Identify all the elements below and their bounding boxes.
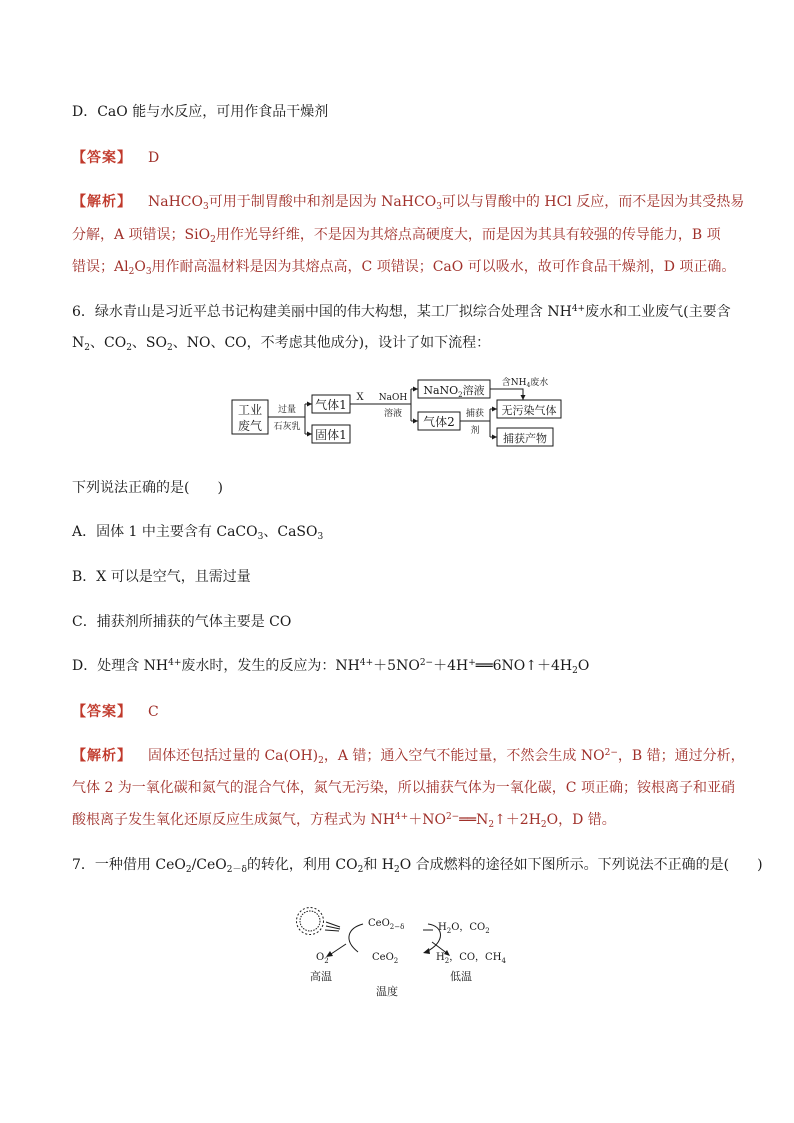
- products-label: $H_2$，CO，$CH_4$: [436, 952, 506, 965]
- gas1-label: 气体1: [315, 398, 347, 412]
- low-temp-label: 低温: [450, 970, 472, 983]
- naoh-label-1: NaOH: [378, 393, 408, 403]
- answer-tag: 【答案】: [72, 150, 132, 166]
- q6-option-d: D．处理含 $NH^{4+}$废水时，发生的反应为：$NH^{4+}+5NO^{2-}+4H^+══6NO↑+4H_2O$: [72, 658, 590, 676]
- analysis-text: 固体还包括过量的 $Ca(OH)_2$，A 错；通入空气不能过量，不然会生成 $NO^{2-}$，B 错；通过分析，: [148, 748, 745, 766]
- q6-question: 下列说法正确的是( ): [72, 480, 223, 496]
- q7-stem: 7．一种借用 CeO$_2$/CeO$_{2-\delta}$的转化，利用 $CO_2$和 $H_2O$ 合成燃料的途径如下图所示。下列说法不正确的是( ): [72, 857, 763, 875]
- q6-analysis-line-3: 酸根离子发生氧化还原反应生成氮气，方程式为 $NH^{4+}+NO^{2-}══N_2↑+2H_2O$，D 错。: [72, 812, 616, 830]
- left-cycle-arrow: [328, 924, 363, 956]
- industrial-gas-label-2: 废气: [237, 419, 263, 433]
- answer-value: D: [148, 150, 160, 166]
- q6-stem-line-2: $N_2$、$CO_2$、$SO_2$、NO、CO，不考虑其他成分)，设计了如下流程：: [72, 335, 491, 353]
- analysis-text: NaHCO$_3$可用于制胃酸中和剂是因为 NaHCO$_3$可以与胃酸中的 HCl 反应，而不是因为其受热易: [148, 194, 745, 212]
- q5-analysis-line-3: 错误；$Al_2O_3$用作耐高温材料是因为其熔点高，C 项错误；CaO 可以吸水，故可作食品干燥剂，D 项正确。: [72, 259, 736, 277]
- q6-option-a: A．固体 1 中主要含有 CaCO$_3$、CaSO$_3$: [72, 524, 324, 542]
- h2o-co2-label: $H_2O$，$CO_2$: [438, 922, 490, 935]
- lime-milk-label: 石灰乳: [273, 422, 301, 432]
- pollution-free-label: 无污染气体: [501, 404, 557, 417]
- industrial-gas-label-1: 工业: [237, 403, 263, 417]
- naoh-label-2: 溶液: [383, 409, 403, 419]
- temperature-label: 温度: [376, 985, 398, 998]
- q6-option-c: C．捕获剂所捕获的气体主要是 CO: [72, 614, 292, 630]
- nano2-label: NaNO$_2$溶液: [423, 384, 485, 399]
- nh4-waste-label: 含$NH_4$废水: [501, 378, 549, 389]
- q5-analysis-line-2: 分解，A 项错误；SiO$_2$用作光导纤维，不是因为其熔点高硬度大，而是因为其具有较强的传导能力，B 项: [72, 227, 721, 245]
- q6-option-b: B．X 可以是空气，且需过量: [72, 569, 251, 585]
- sun-icon: [297, 908, 341, 935]
- q5-analysis-line-1: [72, 192, 744, 212]
- ceo2-label: CeO$_2$: [372, 952, 399, 965]
- answer-tag: 【答案】: [72, 704, 132, 720]
- answer-value: C: [148, 704, 159, 720]
- q6-stem-line-1: 6．绿水青山是习近平总书记构建美丽中国的伟大构想，某工厂拟综合处理含 $NH^{4+}$废水和工业废气(主要含: [72, 304, 731, 320]
- q6-analysis-line-1: [72, 746, 745, 766]
- solid1-label: 固体1: [315, 428, 347, 442]
- capture-product-label: 捕获产物: [503, 432, 547, 445]
- capture-label-2: 剂: [470, 426, 480, 436]
- q6-flow-diagram: [225, 372, 570, 452]
- capture-label-1: 捕获: [465, 409, 485, 419]
- q7-cycle-diagram: [288, 900, 508, 1000]
- high-temp-label: 高温: [310, 970, 332, 983]
- q5-answer: [72, 148, 159, 168]
- q6-answer: [72, 702, 159, 722]
- x-label: X: [356, 392, 364, 403]
- o2-label: $O_2$: [316, 952, 329, 965]
- analysis-tag: 【解析】: [72, 194, 132, 210]
- excess-label: 过量: [277, 405, 297, 415]
- gas2-label: 气体2: [423, 415, 455, 429]
- ceo2d-label: CeO$_{2-\delta}$: [368, 918, 405, 931]
- analysis-tag: 【解析】: [72, 748, 132, 764]
- q5-option-d: D．CaO 能与水反应，可用作食品干燥剂: [72, 104, 329, 120]
- q6-analysis-line-2: 气体 2 为一氧化碳和氮气的混合气体，氮气无污染，所以捕获气体为一氧化碳，C 项正确；铵根离子和亚硝: [72, 780, 735, 796]
